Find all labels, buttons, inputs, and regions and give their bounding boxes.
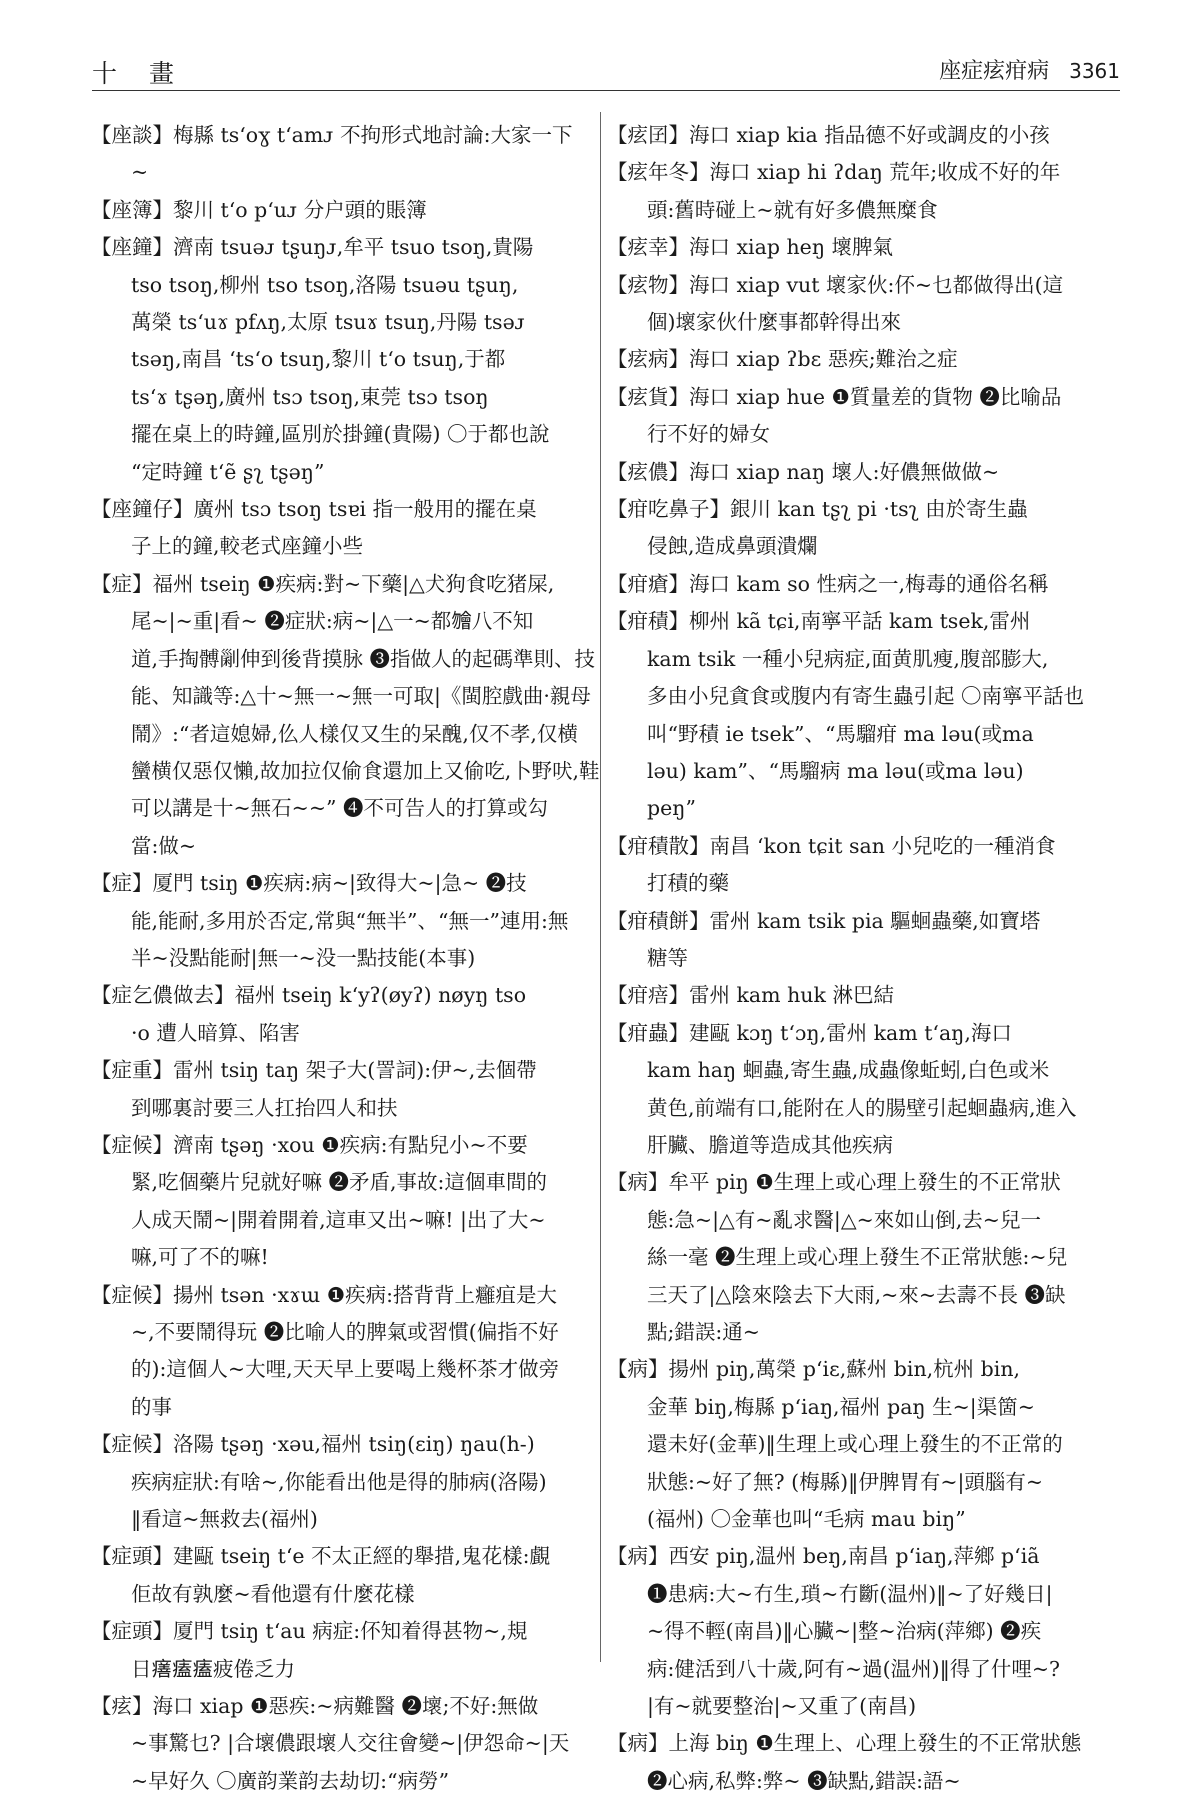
dictionary-entry [608, 267, 1116, 342]
entry-line: ~ [130, 160, 149, 185]
entry-line: tsəŋ,南昌 ʻtsʻo tsuŋ,黎川 tʻo tsuŋ,于都 [130, 347, 506, 372]
entry-line: 【疳吃鼻子】銀川 kan tʂʅ pi ·tsʅ 由於寄生蟲 [606, 497, 1028, 522]
entry-line: 能,能耐,多用於否定,常與“無半”、“無一”連用:無 [130, 908, 569, 933]
entry-line: 疾病症狀:有啥~,你能看出他是得的肺病(洛陽) [130, 1469, 547, 1494]
entry-line: “定時鐘 tʻẽ ʂʅ tʂəŋ” [130, 459, 325, 484]
dictionary-entry [92, 229, 600, 491]
entry-line: 道,手掏髆𠞜伸到後背摸脉 ❸指做人的起碼準則、技 [130, 646, 596, 671]
entry-line: 金華 biŋ,梅縣 pʻiaŋ,福州 paŋ 生~|渠箇~ [646, 1394, 1035, 1419]
entry-line: 三天了|△陰來陰去下大雨,~來~去壽不長 ❸缺 [646, 1282, 1066, 1307]
entry-line: 行不好的婦女 [646, 422, 770, 447]
entry-line: 【症候】濟南 tʂəŋ ·xou ❶疾病:有點兒小~不要 [90, 1132, 528, 1157]
entry-line: 態:急~|△有~亂求醫|△~來如山倒,去~兒一 [646, 1207, 1041, 1232]
dictionary-entry [92, 566, 600, 865]
entry-line: 鬧》:“者這媳婦,仫人樣仅又生的呆醜,仅不孝,仅横 [130, 721, 578, 746]
entry-line: 擺在桌上的時鐘,區別於掛鐘(貴陽) 〇于都也說 [130, 422, 550, 447]
entry-line: 尾~|~重|看~ ❷症狀:病~|△一~都𣍐八不知 [130, 609, 534, 634]
entry-line: 多由小兒貪食或腹内有寄生蟲引起 〇南寧平話也 [646, 684, 1084, 709]
entry-line: kam haŋ 蛔蟲,寄生蟲,成蟲像蚯蚓,白色或米 [646, 1058, 1050, 1083]
dictionary-entry [92, 1277, 600, 1427]
entry-line: 【痃病】海口 xiap ʔbɛ 惡疾;難治之症 [606, 347, 958, 372]
entry-line: 萬榮 tsʻuɤ pfʌŋ,太原 tsuɤ tsuŋ,丹陽 tsəᴊ [130, 310, 525, 335]
dictionary-entry [608, 491, 1116, 566]
dictionary-entry [92, 491, 600, 566]
entry-line: 【痃年冬】海口 xiap hi ʔdaŋ 荒年;收成不好的年 [606, 160, 1061, 185]
column-divider [600, 112, 601, 1662]
entry-line: 【症】福州 tseiŋ ❶疾病:對~下藥|△犬狗食吃猪屎, [90, 571, 555, 596]
entry-line: 黄色,前端有口,能附在人的腸壁引起蛔蟲病,進入 [646, 1095, 1077, 1120]
entry-line: 【疳積餅】雷州 kam tsik pia 驅蛔蟲藥,如寶塔 [606, 908, 1041, 933]
entry-line: 【症乞儂做去】福州 tseiŋ kʻyʔ(øyʔ) nøyŋ tso [90, 983, 527, 1008]
entry-line: 佢故有孰麼~看他還有什麼花樣 [130, 1581, 415, 1606]
dictionary-entry [608, 903, 1116, 978]
entry-line: 人成天鬧~|開着開着,這車又出~嘛! |出了大~ [130, 1207, 546, 1232]
entry-line: ❶患病:大~冇生,瑣~冇斷(温州)‖~了好幾日| [646, 1581, 1053, 1606]
dictionary-entry [92, 192, 600, 229]
entry-line: 肝臟、膽道等造成其他疾病 [646, 1132, 893, 1157]
section-label: 十 畫 [92, 59, 186, 88]
entry-line: (福州) 〇金華也叫“毛病 mau biŋ” [646, 1507, 966, 1532]
entry-line: ləu) kam”、“馬騮病 ma ləu(或ma ləu) [646, 758, 1024, 783]
dictionary-entry [92, 1426, 600, 1538]
entry-line: 【痃貨】海口 xiap hue ❶質量差的貨物 ❷比喻品 [606, 384, 1062, 409]
entry-line: 叫“野積 ie tsek”、“馬騮疳 ma ləu(或ma [646, 721, 1034, 746]
entry-line: 【症候】洛陽 tʂəŋ ·xəu,福州 tsiŋ(ɛiŋ) ŋau(h-) [90, 1432, 535, 1457]
entry-line: tso tsoŋ,柳州 tso tsoŋ,洛陽 tsuəu tʂuŋ, [130, 272, 519, 297]
dictionary-entry [608, 379, 1116, 454]
entry-line: 點;錯誤:通~ [646, 1320, 760, 1344]
dictionary-entry [608, 1351, 1116, 1538]
entry-line: 【痃囝】海口 xiap kia 指品德不好或調皮的小孩 [606, 123, 1050, 147]
entry-line: 可以講是十~無石~~” ❹不可告人的打算或勾 [130, 796, 549, 821]
entry-line: ·o 遭人暗算、陷害 [130, 1020, 300, 1045]
entry-line: peŋ” [646, 796, 696, 821]
header-title: 座症痃疳病 [939, 59, 1050, 84]
entry-line: 糖等 [646, 945, 688, 970]
entry-line: 嘛,可了不的嘛! [130, 1245, 269, 1270]
entry-line: 【症頭】建甌 tseiŋ tʻe 不太正經的舉措,鬼花樣:覰 [90, 1544, 550, 1569]
dictionary-entry [608, 1725, 1116, 1800]
entry-line: ~早好久 〇廣韵業韵去劫切:“病勞” [130, 1768, 450, 1793]
page-number: 3361 [1069, 59, 1120, 83]
entry-line: 【疳瘡】海口 kam so 性病之一,梅毒的通俗名稱 [606, 571, 1049, 596]
entry-line: ‖看這~無救去(福州) [130, 1507, 318, 1532]
entry-line: 子上的鐘,較老式座鐘小些 [130, 534, 364, 559]
dictionary-entry [608, 1538, 1116, 1725]
entry-line: 的):這個人~大哩,天天早上要喝上幾杯茶才做旁 [130, 1357, 560, 1382]
entry-line: 打積的藥 [646, 871, 729, 896]
dictionary-entry [608, 454, 1116, 491]
entry-line: 【痃幸】海口 xiap heŋ 壞脾氣 [606, 235, 894, 260]
entry-line: 頭:舊時碰上~就有好多儂無糜食 [646, 197, 938, 222]
dictionary-entry [608, 603, 1116, 827]
entry-line: 【病】揚州 piŋ,萬榮 pʻiɛ,蘇州 bin,杭州 bin, [606, 1357, 1021, 1382]
entry-line: ~,不要鬧得玩 ❷比喻人的脾氣或習慣(偏指不好 [130, 1320, 559, 1344]
entry-line: 【疳蟲】建甌 kɔŋ tʻɔŋ,雷州 kam tʻaŋ,海口 [606, 1020, 1012, 1045]
header-rule [92, 90, 1120, 91]
entry-line: kam tsik 一種小兒病症,面黄肌瘦,腹部膨大, [646, 646, 1049, 671]
entry-line: 絲一毫 ❷生理上或心理上發生不正常狀態:~兒 [646, 1245, 1068, 1270]
dictionary-entry [608, 1015, 1116, 1165]
entry-line: 病:健活到八十歲,阿有~過(温州)‖得了什哩~? [646, 1656, 1060, 1681]
entry-line: 【病】上海 biŋ ❶生理上、心理上發生的不正常狀態 [606, 1731, 1082, 1756]
entry-line: 個)壞家伙什麼事都幹得出來 [646, 310, 901, 335]
dictionary-entry [92, 1538, 600, 1613]
entry-line: 侵蝕,造成鼻頭潰爛 [646, 534, 818, 559]
entry-line: 【痃儂】海口 xiap naŋ 壞人:好儂無做做~ [606, 459, 1000, 484]
dictionary-entry [608, 1164, 1116, 1351]
entry-line: 【疳積散】南昌 ʻkon tɕit san 小兒吃的一種消食 [606, 833, 1056, 858]
entry-line: 【病】西安 piŋ,温州 beŋ,南昌 pʻiaŋ,萍鄉 pʻiã [606, 1544, 1040, 1569]
header-right [939, 54, 1120, 85]
dictionary-entry [608, 117, 1116, 154]
entry-line: 【病】牟平 piŋ ❶生理上或心理上發生的不正常狀 [606, 1170, 1061, 1195]
entry-line: 【疳積】柳州 kã tɕi,南寧平話 kam tsek,雷州 [606, 609, 1031, 634]
entry-line: 【症頭】厦門 tsiŋ tʻau 病症:伓知着得甚物~,規 [90, 1619, 528, 1644]
entry-line: 緊,吃個藥片兒就好嘛 ❷矛盾,事故:這個車間的 [130, 1170, 547, 1195]
page-header [92, 52, 1120, 90]
entry-line: 狀態:~好了無? (梅縣)‖伊脾胃有~|頭腦有~ [646, 1469, 1044, 1494]
dictionary-entry [92, 117, 600, 192]
dictionary-entry [608, 828, 1116, 903]
dictionary-entry [608, 566, 1116, 603]
entry-line: 的事 [130, 1394, 172, 1419]
entry-line: 【症候】揚州 tsən ·xɤɯ ❶疾病:搭背背上癰疽是大 [90, 1282, 557, 1307]
entry-line: 半~没點能耐|無一~没一點技能(本事) [130, 945, 476, 970]
entry-line: 到哪裏討要三人扛抬四人和扶 [130, 1095, 398, 1120]
dictionary-entry [608, 229, 1116, 266]
left-column [92, 117, 600, 1800]
dictionary-entry [608, 154, 1116, 229]
dictionary-entry [608, 341, 1116, 378]
entry-line: 當:做~ [130, 833, 197, 858]
right-column [608, 117, 1116, 1800]
entry-line: 【座鐘】濟南 tsuəᴊ tʂuŋᴊ,牟平 tsuo tsoŋ,貴陽 [90, 235, 534, 260]
entry-line: |有~就要整治|~又重了(南昌) [646, 1694, 917, 1719]
dictionary-entry [92, 1052, 600, 1127]
entry-line: 【座鐘仔】廣州 tsɔ tsoŋ tsɐi 指一般用的擺在桌 [90, 497, 537, 522]
dictionary-entry [92, 977, 600, 1052]
entry-line: 【疳㾦】雷州 kam huk 淋巴結 [606, 983, 894, 1008]
entry-line: 【症重】雷州 tsiŋ taŋ 架子大(詈詞):伊~,去個帶 [90, 1058, 537, 1083]
entry-line: 能、知識等:△十~無一~無一可取|《閩腔戲曲·親母 [130, 684, 591, 709]
entry-line: 【座談】梅縣 tsʻoɣ tʻamᴊ 不拘形式地討論:大家一下 [90, 123, 573, 147]
entry-line: 【痃】海口 xiap ❶惡疾:~病難醫 ❷壞;不好:無做 [90, 1694, 539, 1719]
dictionary-entry [92, 1127, 600, 1277]
entry-line: 【症】厦門 tsiŋ ❶疾病:病~|致得大~|急~ ❷技 [90, 871, 527, 896]
entry-line: ~事驚乜? |合壞儂跟壞人交往會變~|伊怨命~|天 [130, 1731, 570, 1756]
dictionary-entry [92, 1688, 600, 1800]
entry-line: 蠻横仅惡仅懶,故加拉仅偷食還加上又偷吃,卜野吠,鞋 [130, 758, 600, 783]
entry-line: ~得不輕(南昌)‖心臟~|整~治病(萍鄉) ❷疾 [646, 1619, 1042, 1644]
entry-line: tsʻɤ tʂəŋ,廣州 tsɔ tsoŋ,東莞 tsɔ tsoŋ [130, 384, 489, 409]
entry-line: 【痃物】海口 xiap vut 壞家伙:伓~乜都做得出(這 [606, 272, 1064, 297]
entry-line: 還未好(金華)‖生理上或心理上發生的不正常的 [646, 1432, 1063, 1457]
entry-line: 【座簿】黎川 tʻo pʻuᴊ 分户頭的賬簿 [90, 197, 427, 222]
dictionary-entry [608, 977, 1116, 1014]
entry-line: 日𤺪𤸱𤸱疲倦乏力 [130, 1656, 295, 1681]
entry-line: ❷心病,私弊:弊~ ❸缺點,錯誤:語~ [646, 1768, 961, 1793]
dictionary-entry [92, 1613, 600, 1688]
dictionary-entry [92, 865, 600, 977]
